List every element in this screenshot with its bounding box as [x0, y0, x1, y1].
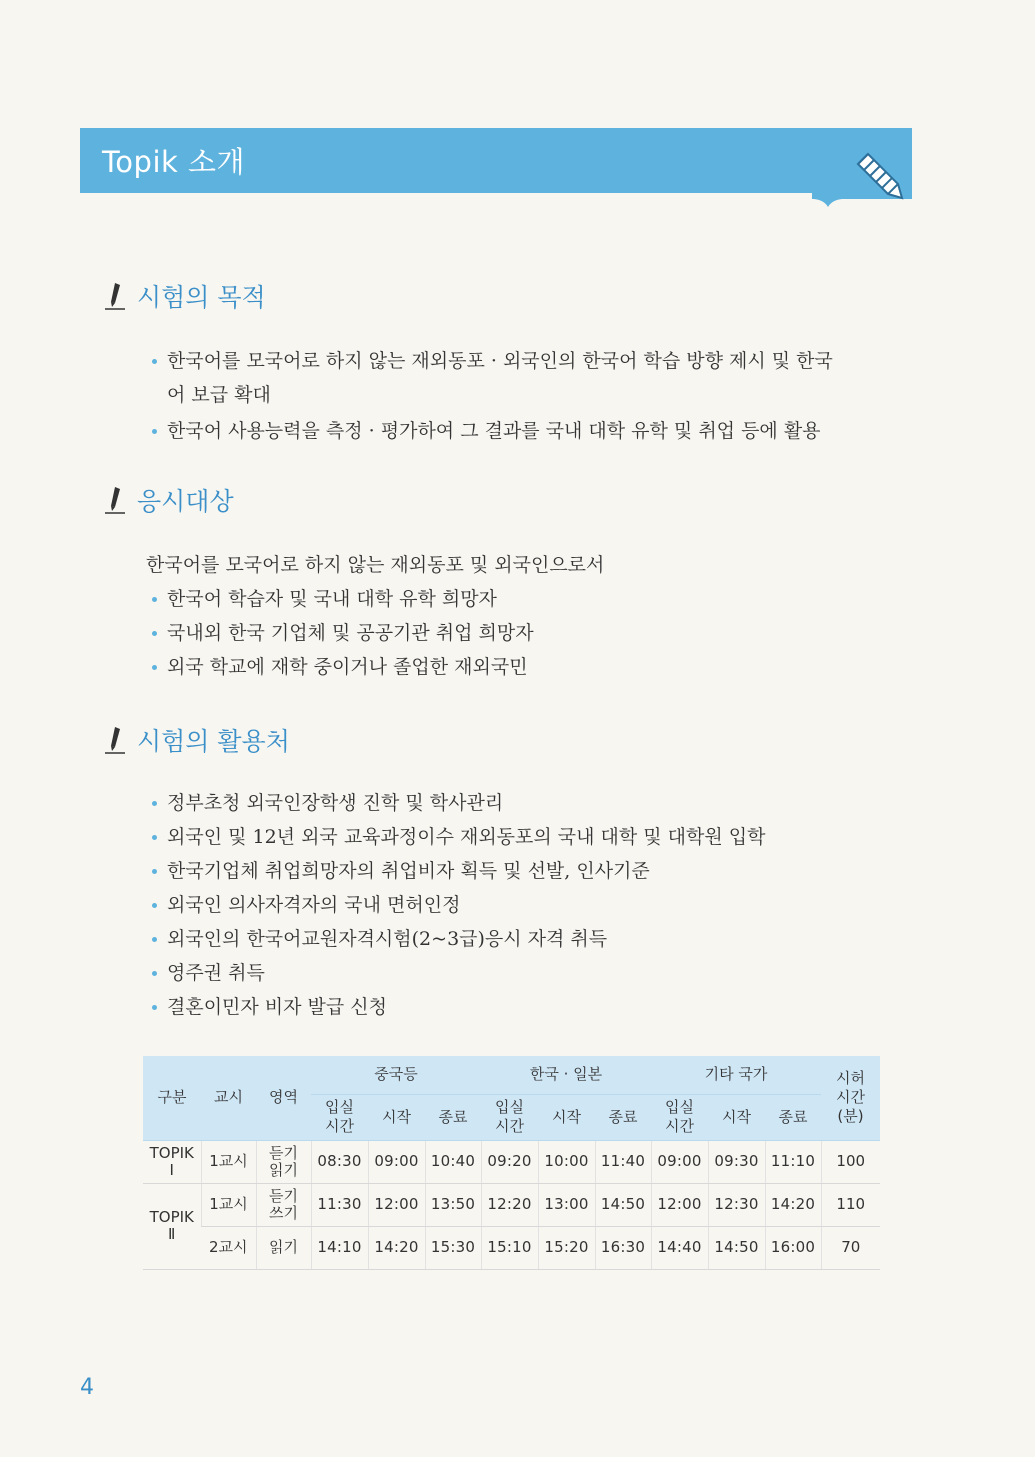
title-banner	[80, 128, 912, 193]
table-row	[143, 1226, 880, 1269]
time-cell: 10:00	[538, 1140, 595, 1183]
time-cell: 16:00	[765, 1226, 821, 1269]
header-division: 구분	[143, 1056, 201, 1140]
header-start: 시작	[708, 1094, 765, 1140]
time-cell: 09:00	[368, 1140, 425, 1183]
header-end: 종료	[425, 1094, 481, 1140]
eligibility-list	[150, 582, 534, 684]
time-cell: 11:40	[595, 1140, 651, 1183]
time-cell: 14:40	[651, 1226, 708, 1269]
time-cell: 09:30	[708, 1140, 765, 1183]
section-title: 시험의 목적	[137, 283, 266, 312]
header-period: 교시	[201, 1056, 256, 1140]
page-number: 4	[80, 1375, 94, 1400]
list-item: 한국어 학습자 및 국내 대학 유학 희망자	[150, 582, 534, 616]
section-heading-uses	[103, 722, 290, 758]
table-row	[143, 1140, 880, 1183]
area-cell: 읽기	[256, 1226, 311, 1269]
time-cell: 10:40	[425, 1140, 481, 1183]
time-cell: 08:30	[311, 1140, 368, 1183]
time-cell: 09:00	[651, 1140, 708, 1183]
header-region: 한국 · 일본	[481, 1056, 651, 1094]
minutes-cell: 110	[821, 1183, 880, 1226]
eligibility-intro: 한국어를 모국어로 하지 않는 재외동포 및 외국인으로서	[146, 554, 605, 576]
period-cell: 1교시	[201, 1140, 256, 1183]
list-item: 한국어 사용능력을 측정 · 평가하여 그 결과를 국내 대학 유학 및 취업 등에 활용	[150, 414, 821, 448]
area-cell: 듣기 읽기	[256, 1140, 311, 1183]
time-cell: 14:50	[595, 1183, 651, 1226]
level-cell: TOPIK Ⅰ	[143, 1140, 201, 1183]
time-cell: 12:20	[481, 1183, 538, 1226]
list-item: 한국기업체 취업희망자의 취업비자 획득 및 선발, 인사기준	[150, 854, 766, 888]
list-item: 외국 학교에 재학 중이거나 졸업한 재외국민	[150, 650, 534, 684]
uses-list	[150, 786, 766, 1024]
header-entry: 입실 시간	[311, 1094, 368, 1140]
time-cell: 12:30	[708, 1183, 765, 1226]
time-cell: 14:50	[708, 1226, 765, 1269]
header-area: 영역	[256, 1056, 311, 1140]
header-region: 기타 국가	[651, 1056, 821, 1094]
minutes-cell: 100	[821, 1140, 880, 1183]
time-cell: 09:20	[481, 1140, 538, 1183]
header-end: 종료	[765, 1094, 821, 1140]
list-item-continuation: 어 보급 확대	[167, 384, 271, 406]
time-cell: 13:50	[425, 1183, 481, 1226]
header-start: 시작	[538, 1094, 595, 1140]
list-item: 정부초청 외국인장학생 진학 및 학사관리	[150, 786, 766, 820]
header-start: 시작	[368, 1094, 425, 1140]
time-cell: 16:30	[595, 1226, 651, 1269]
section-title: 시험의 활용처	[137, 727, 290, 756]
schedule-table	[143, 1056, 880, 1270]
list-item: 외국인 및 12년 외국 교육과정이수 재외동포의 국내 대학 및 대학원 입학	[150, 820, 766, 854]
list-item: 외국인의 한국어교원자격시험(2~3급)응시 자격 취득	[150, 922, 766, 956]
list-item: 한국어를 모국어로 하지 않는 재외동포 · 외국인의 한국어 학습 방향 제시 및 한국	[150, 344, 833, 378]
time-cell: 14:20	[765, 1183, 821, 1226]
list-item: 결혼이민자 비자 발급 신청	[150, 990, 766, 1024]
time-cell: 12:00	[368, 1183, 425, 1226]
header-region: 중국등	[311, 1056, 481, 1094]
minutes-cell: 70	[821, 1226, 880, 1269]
page-title: Topik 소개	[102, 145, 246, 179]
pencil-icon	[103, 725, 129, 755]
time-cell: 15:20	[538, 1226, 595, 1269]
level-cell: TOPIK Ⅱ	[143, 1183, 201, 1269]
period-cell: 2교시	[201, 1226, 256, 1269]
header-duration: 시허 시간 (분)	[821, 1056, 880, 1140]
time-cell: 15:30	[425, 1226, 481, 1269]
period-cell: 1교시	[201, 1183, 256, 1226]
area-cell: 듣기 쓰기	[256, 1183, 311, 1226]
section-title: 응시대상	[137, 487, 234, 516]
pencil-icon	[852, 150, 914, 206]
list-item: 국내외 한국 기업체 및 공공기관 취업 희망자	[150, 616, 534, 650]
purpose-list	[150, 344, 833, 378]
time-cell: 11:10	[765, 1140, 821, 1183]
list-item: 영주권 취득	[150, 956, 766, 990]
header-entry: 입실 시간	[651, 1094, 708, 1140]
header-entry: 입실 시간	[481, 1094, 538, 1140]
section-heading-purpose	[103, 278, 266, 314]
list-item: 외국인 의사자격자의 국내 면허인정	[150, 888, 766, 922]
time-cell: 15:10	[481, 1226, 538, 1269]
table-row	[143, 1183, 880, 1226]
purpose-list-2	[150, 414, 821, 448]
section-heading-eligibility	[103, 482, 234, 518]
header-end: 종료	[595, 1094, 651, 1140]
time-cell: 13:00	[538, 1183, 595, 1226]
time-cell: 12:00	[651, 1183, 708, 1226]
pencil-icon	[103, 281, 129, 311]
time-cell: 14:10	[311, 1226, 368, 1269]
time-cell: 11:30	[311, 1183, 368, 1226]
time-cell: 14:20	[368, 1226, 425, 1269]
pencil-icon	[103, 485, 129, 515]
